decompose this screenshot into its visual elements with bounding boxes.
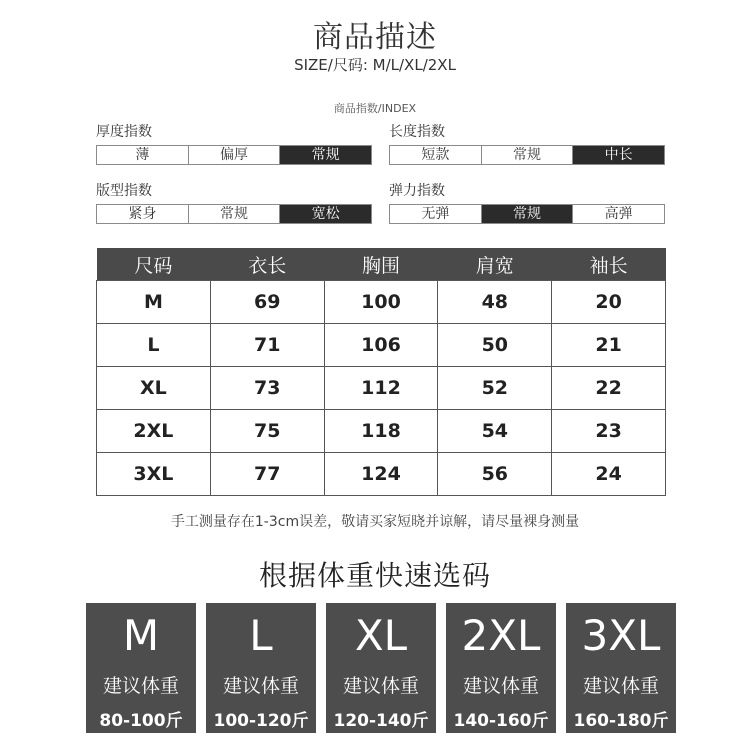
weight-card-size: 3XL <box>581 611 661 660</box>
table-row <box>97 281 666 324</box>
index-option: 宽松 <box>280 205 371 223</box>
weight-card-range: 140-160斤 <box>453 711 549 731</box>
table-cell: 69 <box>210 281 324 324</box>
table-header-cell: 胸围 <box>324 248 438 281</box>
index-selector <box>389 145 665 165</box>
table-header-row <box>97 248 666 281</box>
weight-card-label: 建议体重 <box>222 675 299 697</box>
size-line: SIZE/尺码: M/L/XL/2XL <box>294 56 456 74</box>
weight-card-l <box>206 603 316 733</box>
weight-card-size: 2XL <box>461 611 541 660</box>
table-row <box>97 367 666 410</box>
table-cell: 23 <box>552 410 666 453</box>
index-group-label: 版型指数 <box>96 183 152 199</box>
index-option: 无弹 <box>390 205 482 223</box>
table-cell: 48 <box>438 281 552 324</box>
table-cell: 52 <box>438 367 552 410</box>
table-cell: 73 <box>210 367 324 410</box>
table-cell: 100 <box>324 281 438 324</box>
index-group-thickness <box>96 123 372 165</box>
table-cell: L <box>97 324 211 367</box>
table-row <box>97 453 666 496</box>
table-header-cell: 衣长 <box>210 248 324 281</box>
weight-card-size: M <box>122 611 160 660</box>
page-title: 商品描述 <box>313 20 437 55</box>
index-group-label: 厚度指数 <box>96 124 152 140</box>
index-selector <box>389 204 665 224</box>
index-selector <box>96 145 372 165</box>
weight-card-3xl <box>566 603 676 733</box>
table-cell: 20 <box>552 281 666 324</box>
table-cell: 2XL <box>97 410 211 453</box>
table-cell: 77 <box>210 453 324 496</box>
index-option: 偏厚 <box>189 146 281 164</box>
table-row <box>97 324 666 367</box>
table-cell: 106 <box>324 324 438 367</box>
index-option: 常规 <box>280 146 371 164</box>
weight-card-2xl <box>446 603 556 733</box>
weight-guide-cards <box>86 603 676 733</box>
table-header-cell: 尺码 <box>97 248 211 281</box>
measurement-note: 手工测量存在1-3cm误差，敬请买家短晓并谅解，请尽量裸身测量 <box>170 514 580 530</box>
table-cell: 21 <box>552 324 666 367</box>
index-option: 短款 <box>390 146 482 164</box>
weight-card-label: 建议体重 <box>582 675 659 697</box>
index-group-fit <box>96 182 372 224</box>
index-group-label: 弹力指数 <box>389 183 445 199</box>
index-option: 紧身 <box>97 205 189 223</box>
weight-card-label: 建议体重 <box>342 675 419 697</box>
index-option: 高弹 <box>604 206 633 222</box>
table-cell: 22 <box>552 367 666 410</box>
index-option: 常规 <box>189 205 281 223</box>
weight-card-range: 120-140斤 <box>333 711 429 731</box>
table-row <box>97 410 666 453</box>
weight-guide-title: 根据体重快速选码 <box>258 559 491 592</box>
table-cell: 50 <box>438 324 552 367</box>
weight-card-range: 80-100斤 <box>99 711 183 731</box>
table-cell: 112 <box>324 367 438 410</box>
size-table <box>96 248 666 496</box>
table-cell: 71 <box>210 324 324 367</box>
table-cell: XL <box>97 367 211 410</box>
table-cell: 118 <box>324 410 438 453</box>
index-option: 薄 <box>97 146 189 164</box>
index-option: 中长 <box>573 146 664 164</box>
weight-card-m <box>86 603 196 733</box>
table-cell: 54 <box>438 410 552 453</box>
index-option: 常规 <box>482 146 574 164</box>
weight-card-size: XL <box>354 611 408 660</box>
index-group-label: 长度指数 <box>389 124 445 140</box>
index-label: 商品指数/INDEX <box>333 102 417 115</box>
index-selector <box>96 204 372 224</box>
index-group-elasticity <box>389 182 665 224</box>
weight-card-size: L <box>249 611 273 660</box>
table-cell: 75 <box>210 410 324 453</box>
weight-card-label: 建议体重 <box>462 675 539 697</box>
weight-card-label: 建议体重 <box>102 675 179 697</box>
table-cell: 56 <box>438 453 552 496</box>
table-cell: 3XL <box>97 453 211 496</box>
table-header-cell: 袖长 <box>552 248 666 281</box>
weight-card-range: 100-120斤 <box>213 711 309 731</box>
table-cell: 124 <box>324 453 438 496</box>
index-group-length <box>389 123 665 165</box>
weight-card-range: 160-180斤 <box>573 711 669 731</box>
table-header-cell: 肩宽 <box>438 248 552 281</box>
index-option: 常规 <box>482 205 574 223</box>
weight-card-xl <box>326 603 436 733</box>
table-cell: 24 <box>552 453 666 496</box>
table-cell: M <box>97 281 211 324</box>
